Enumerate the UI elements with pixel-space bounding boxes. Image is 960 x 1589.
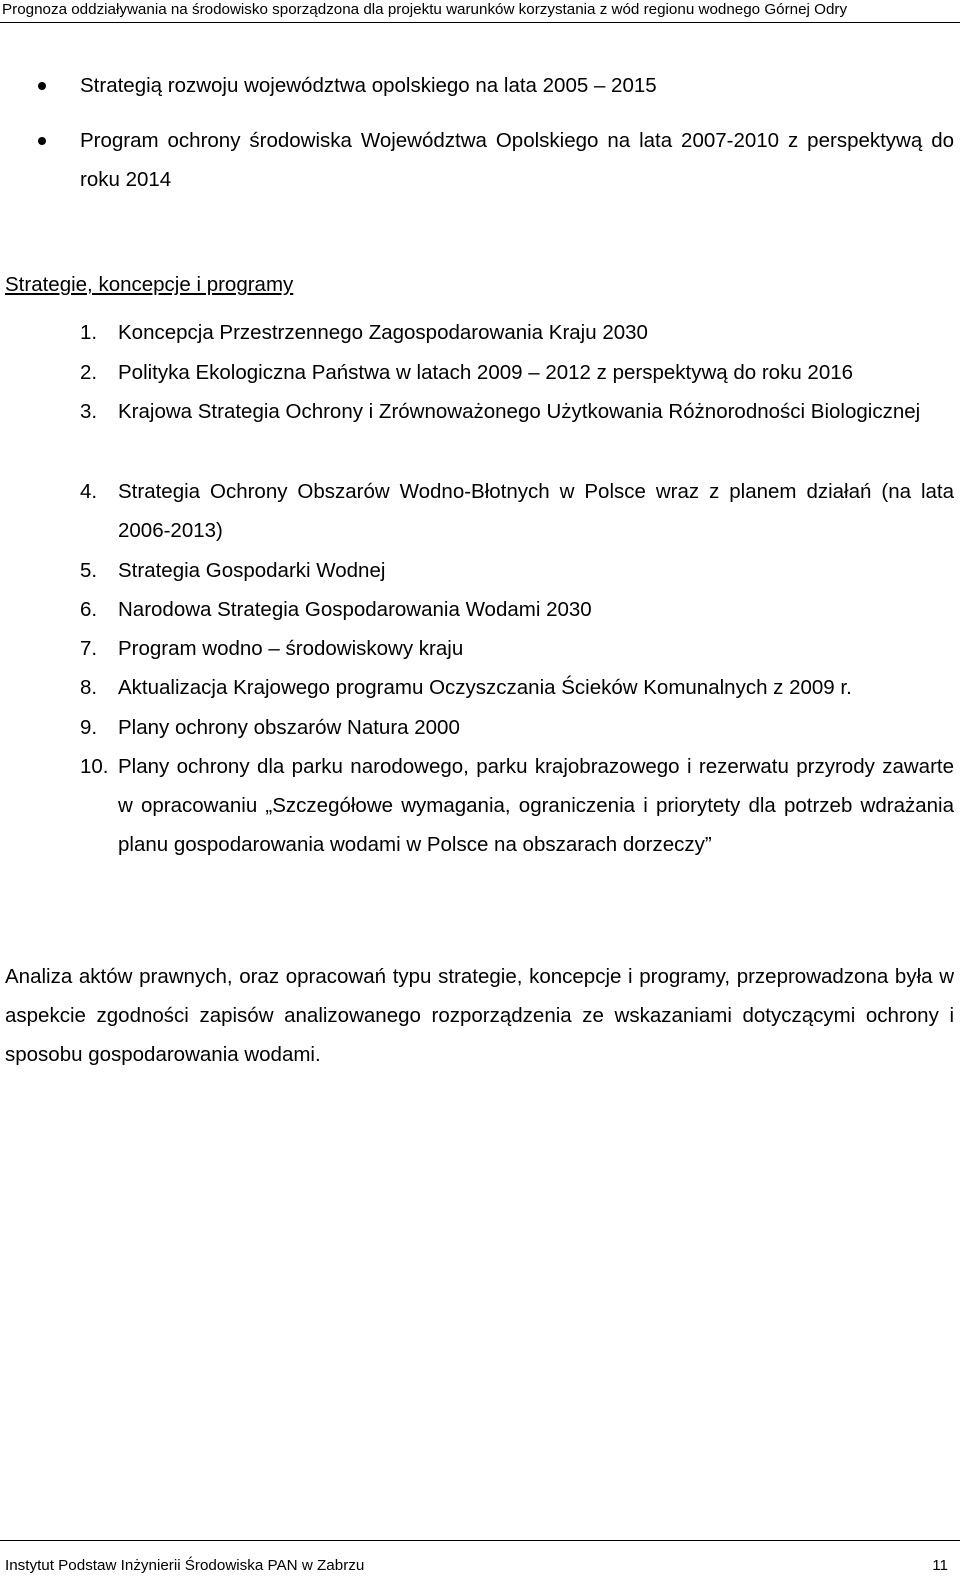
bullet-dot-icon: [38, 82, 46, 90]
list-item-number: 4.: [80, 480, 98, 503]
bullet-text: Program ochrony środowiska Województwa Opolskiego na lata 2007-2010 z perspektywą do roku 2014: [80, 129, 954, 191]
closing-paragraph: Analiza aktów prawnych, oraz opracowań typu strategie, koncepcje i programy, przeprowadzona była w aspekcie zgodności zapisów analizowanego rozporządzenia ze wskazaniami dotyczącymi ochrony i sposobu gospodarowania wodami.: [5, 965, 954, 1066]
list-item-text: Aktualizacja Krajowego programu Oczyszczania Ścieków Komunalnych z 2009 r.: [118, 676, 852, 699]
list-item-number: 5.: [80, 559, 98, 582]
list-item-text: Program wodno – środowiskowy kraju: [118, 637, 464, 660]
footer-institute: Instytut Podstaw Inżynierii Środowiska PAN w Zabrzu: [5, 1557, 365, 1574]
page-number: 11: [932, 1557, 948, 1574]
list-item-text: Polityka Ekologiczna Państwa w latach 2009 – 2012 z perspektywą do roku 2016: [118, 361, 854, 384]
list-item-text: Strategia Gospodarki Wodnej: [118, 559, 386, 582]
section-title: Strategie, koncepcje i programy: [5, 273, 294, 296]
list-item-text: Plany ochrony obszarów Natura 2000: [118, 716, 460, 739]
list-item-text: Narodowa Strategia Gospodarowania Wodami 2030: [118, 598, 592, 621]
list-item-number: 1.: [80, 321, 98, 344]
page-header: [0, 0, 960, 23]
list-item-number: 2.: [80, 361, 98, 384]
bullet-text: Strategią rozwoju województwa opolskiego na lata 2005 – 2015: [80, 74, 657, 97]
list-item-number: 8.: [80, 676, 98, 699]
list-item-text: Koncepcja Przestrzennego Zagospodarowania Kraju 2030: [118, 321, 648, 344]
list-item-text: Plany ochrony dla parku narodowego, parku krajobrazowego i rezerwatu przyrody zawarte w opracowaniu „Szczegółowe wymagania, ograniczenia i priorytety dla potrzeb wdrażania planu gospodarowania wodami w Polsce na obszarach dorzeczy”: [118, 755, 954, 856]
header-text: Prognoza oddziaływania na środowisko sporządzona dla projektu warunków korzystania z wód regionu wodnego Górnej Odry: [2, 1, 848, 18]
list-item-number: 3.: [80, 400, 98, 423]
page-footer: [0, 1540, 960, 1589]
list-item-text: Strategia Ochrony Obszarów Wodno-Błotnych w Polsce wraz z planem działań (na lata 2006-2013): [118, 480, 954, 542]
list-item-number: 6.: [80, 598, 98, 621]
bullet-dot-icon: [38, 137, 46, 145]
list-item-text: Krajowa Strategia Ochrony i Zrównoważonego Użytkowania Różnorodności Biologicznej: [118, 400, 921, 423]
list-item-number: 7.: [80, 637, 98, 660]
list-item-number: 10.: [80, 755, 109, 778]
list-item-number: 9.: [80, 716, 98, 739]
